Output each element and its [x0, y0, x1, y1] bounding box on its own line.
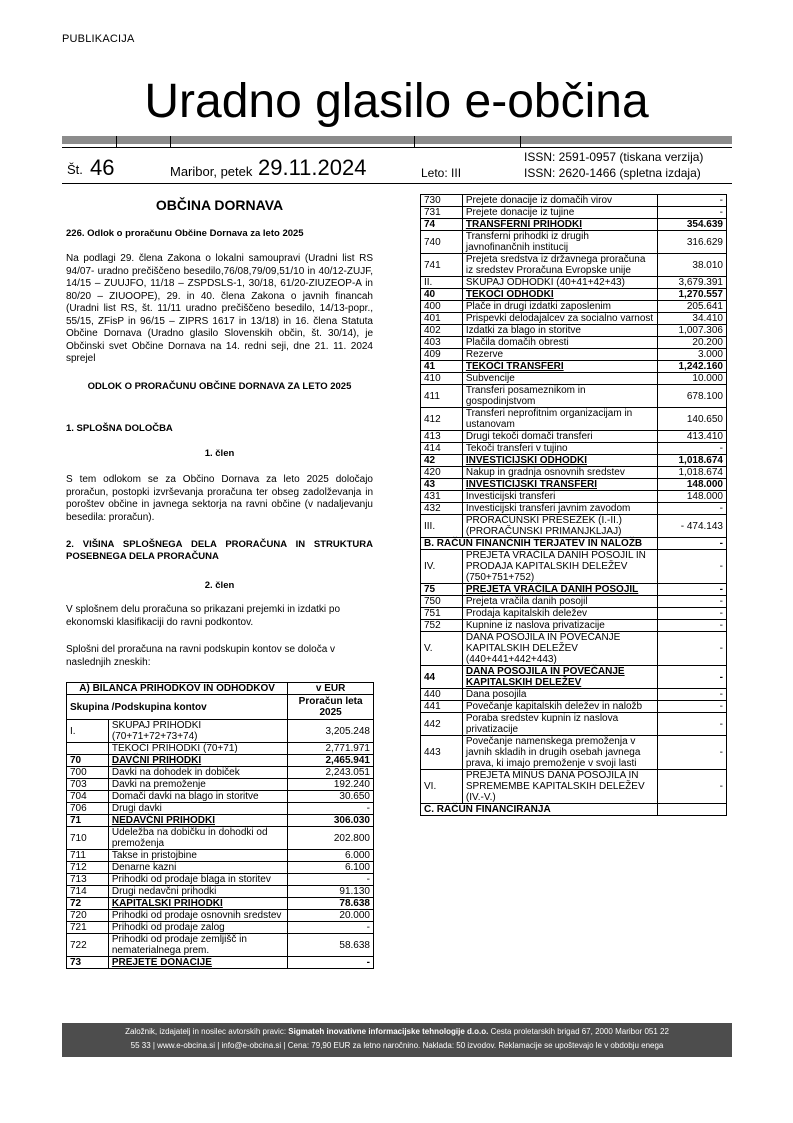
table-row: [67, 874, 374, 886]
account-label: Izdatki za blago in storitve: [462, 325, 657, 337]
account-code: III.: [421, 515, 463, 538]
column-header-group: Skupina /Podskupina kontov: [67, 695, 288, 720]
table-row: [421, 596, 727, 608]
account-value: -: [658, 503, 727, 515]
table-row: [421, 361, 727, 373]
table-header-row: [67, 695, 374, 720]
table-row: [421, 515, 727, 538]
table-row: [67, 886, 374, 898]
account-value: 202.800: [288, 827, 374, 850]
table-row: [421, 385, 727, 408]
account-value: 6.000: [288, 850, 374, 862]
account-label: Prodaja kapitalskih deležev: [462, 608, 657, 620]
divider-tick: [116, 136, 117, 148]
account-value: -: [658, 632, 727, 666]
account-label: Davki na premoženje: [108, 779, 287, 791]
account-label: Rezerve: [462, 349, 657, 361]
account-label: Drugi tekoči domači transferi: [462, 431, 657, 443]
account-value: 354.639: [658, 219, 727, 231]
account-label: Drugi nedavčni prihodki: [108, 886, 287, 898]
account-value: -: [658, 584, 727, 596]
table-row: [421, 713, 727, 736]
table-row: [421, 538, 727, 550]
account-label: Subvencije: [462, 373, 657, 385]
account-label: Poraba sredstev kupnin iz naslova privatizacije: [462, 713, 657, 736]
table-row: [67, 767, 374, 779]
account-value: 20.000: [288, 910, 374, 922]
account-code: 730: [421, 195, 463, 207]
account-value: - 474.143: [658, 515, 727, 538]
account-code: 722: [67, 934, 109, 957]
act-heading: 226. Odlok o proračunu Občine Dornava za leto 2025: [66, 228, 304, 239]
account-label: Udeležba na dobičku in dohodki od premoženja: [108, 827, 287, 850]
table-row: [421, 349, 727, 361]
account-label: PREJETA VRAČILA DANIH POSOJIL IN PRODAJA KAPITALSKIH DELEŽEV (750+751+752): [462, 550, 657, 584]
table-row: [421, 467, 727, 479]
account-label: Prihodki od prodaje blaga in storitev: [108, 874, 287, 886]
account-code: 443: [421, 736, 463, 770]
account-label: Transferi posameznikom in gospodinjstvom: [462, 385, 657, 408]
account-value: -: [658, 550, 727, 584]
account-code: 752: [421, 620, 463, 632]
account-label: TRANSFERNI PRIHODKI: [462, 219, 657, 231]
account-label: Prejeta vračila danih posojil: [462, 596, 657, 608]
account-value: 91.130: [288, 886, 374, 898]
table-row: [67, 743, 374, 755]
account-value: 2,243.051: [288, 767, 374, 779]
account-label: Investicijski transferi: [462, 491, 657, 503]
account-value: 1,242.160: [658, 361, 727, 373]
footer-address: Cesta proletarskih brigad 67, 2000 Maribor 051 22: [490, 1027, 669, 1036]
account-label: Dana posojila: [462, 689, 657, 701]
account-code: 741: [421, 254, 463, 277]
odlok-title: ODLOK O PRORAČUNU OBČINE DORNAVA ZA LETO 2025: [87, 381, 352, 392]
column-header-budget: Proračun leta 2025: [288, 695, 374, 720]
account-value: -: [658, 713, 727, 736]
account-code: 442: [421, 713, 463, 736]
table-row: [67, 862, 374, 874]
table-row: [67, 827, 374, 850]
table-row: [421, 666, 727, 689]
account-value: 205.641: [658, 301, 727, 313]
divider-tick: [414, 136, 415, 148]
account-code: 414: [421, 443, 463, 455]
account-label: SKUPAJ ODHODKI (40+41+42+43): [462, 277, 657, 289]
account-label: DAVČNI PRIHODKI: [108, 755, 287, 767]
account-value: 148.000: [658, 479, 727, 491]
issue-prefix: Št.: [67, 162, 83, 177]
table-row: [421, 313, 727, 325]
account-value: 413.410: [658, 431, 727, 443]
table-row: [421, 503, 727, 515]
table-row: [421, 620, 727, 632]
article-1-heading: 1. člen: [204, 448, 235, 459]
table-row: [421, 254, 727, 277]
account-label: Nakup in gradnja osnovnih sredstev: [462, 467, 657, 479]
account-value: 30.650: [288, 791, 374, 803]
account-label: PREJETA VRAČILA DANIH POSOJIL: [462, 584, 657, 596]
account-label: PREJETA MINUS DANA POSOJILA IN SPREMEMBE KAPITALSKIH DELEŽEV (IV.-V.): [462, 770, 657, 804]
account-code: 401: [421, 313, 463, 325]
account-code: 731: [421, 207, 463, 219]
account-code: 420: [421, 467, 463, 479]
account-code: IV.: [421, 550, 463, 584]
table-row: [67, 779, 374, 791]
account-code: 409: [421, 349, 463, 361]
publication-label: PUBLIKACIJA: [62, 33, 135, 45]
table-row: [67, 910, 374, 922]
account-label: Prejete donacije iz tujine: [462, 207, 657, 219]
table-row: [67, 934, 374, 957]
account-label: Povečanje kapitalskih deležev in naložb: [462, 701, 657, 713]
account-value: 1,270.557: [658, 289, 727, 301]
table-row: [421, 584, 727, 596]
article-1-paragraph: S tem odlokom se za Občino Dornava za leto 2025 določajo proračun, postopki izvrševanja proračuna ter obseg zadolževanja in poroštev občine in javnega sektorja na ravni občine (v nadaljevanju besedila: proračun).: [66, 474, 373, 523]
account-value: -: [658, 596, 727, 608]
account-label: Davki na dohodek in dobiček: [108, 767, 287, 779]
table-row: [67, 922, 374, 934]
account-code: 400: [421, 301, 463, 313]
account-code: 714: [67, 886, 109, 898]
account-code: 41: [421, 361, 463, 373]
account-code: 42: [421, 455, 463, 467]
account-code: 412: [421, 408, 463, 431]
account-label: Drugi davki: [108, 803, 287, 815]
account-label: DANA POSOJILA IN POVEČANJE KAPITALSKIH DELEŽEV: [462, 666, 657, 689]
footer-contact: 55 33 | www.e-obcina.si | info@e-obcina.si | Cena: 79,90 EUR za letno naročnino. Naklada: 50 izvodov. Reklamacije se upoštevajo le v obdobju enega: [130, 1041, 664, 1050]
account-label: Transferi neprofitnim organizacijam in ustanovam: [462, 408, 657, 431]
account-code: 40: [421, 289, 463, 301]
article-2-paragraph-1: V splošnem delu proračuna so prikazani prejemki in izdatki po ekonomski klasifikaciji do ravni podkontov.: [66, 604, 341, 628]
account-label: Plače in drugi izdatki zaposlenim: [462, 301, 657, 313]
account-code: 721: [67, 922, 109, 934]
account-label: Domači davki na blago in storitve: [108, 791, 287, 803]
account-code: I.: [67, 720, 109, 743]
account-code: 740: [421, 231, 463, 254]
publisher-footer: [62, 1023, 732, 1057]
account-code: 703: [67, 779, 109, 791]
section-label: C. RAČUN FINANCIRANJA: [421, 804, 658, 816]
account-value: 10.000: [658, 373, 727, 385]
account-code: 431: [421, 491, 463, 503]
account-value: -: [658, 620, 727, 632]
issn-print: ISSN: 2591-0957 (tiskana verzija): [524, 150, 704, 164]
article-2-paragraph-2: Splošni del proračuna na ravni podskupin kontov se določa v naslednjih zneskih:: [66, 644, 336, 668]
account-code: 432: [421, 503, 463, 515]
table-row: [421, 479, 727, 491]
account-value: -: [658, 736, 727, 770]
account-value: 192.240: [288, 779, 374, 791]
table-row: [421, 195, 727, 207]
account-value: -: [658, 689, 727, 701]
table-row: [421, 550, 727, 584]
table-title-row: [67, 683, 374, 695]
account-label: TEKOČI ODHODKI: [462, 289, 657, 301]
footer-prefix: Založnik, izdajatelj in nosilec avtorskih pravic:: [125, 1027, 287, 1036]
account-value: 2,465.941: [288, 755, 374, 767]
account-code: 706: [67, 803, 109, 815]
account-label: KAPITALSKI PRIHODKI: [108, 898, 287, 910]
account-label: Plačila domačih obresti: [462, 337, 657, 349]
account-label: TEKOČI TRANSFERI: [462, 361, 657, 373]
account-label: Prispevki delodajalcev za socialno varnost: [462, 313, 657, 325]
table-row: [421, 325, 727, 337]
table-unit: v EUR: [288, 683, 374, 695]
account-code: 70: [67, 755, 109, 767]
table-title: A) BILANCA PRIHODKOV IN ODHODKOV: [67, 683, 288, 695]
account-label: SKUPAJ PRIHODKI (70+71+72+73+74): [108, 720, 287, 743]
table-row: [421, 219, 727, 231]
account-label: INVESTICIJSKI TRANSFERI: [462, 479, 657, 491]
account-value: 148.000: [658, 491, 727, 503]
header-rule: [62, 136, 732, 144]
account-code: 410: [421, 373, 463, 385]
table-row: [421, 301, 727, 313]
account-value: 140.650: [658, 408, 727, 431]
account-value: 78.638: [288, 898, 374, 910]
municipality-name: OBČINA DORNAVA: [155, 197, 284, 213]
gazette-title: Uradno glasilo e-občina: [144, 75, 649, 128]
table-row: [421, 455, 727, 467]
section-2-heading: 2. VIŠINA SPLOŠNEGA DELA PRORAČUNA IN STRUKTURA POSEBNEGA DELA PRORAČUNA: [66, 539, 373, 562]
table-row: [67, 755, 374, 767]
table-row: [67, 957, 374, 969]
table-row: [67, 898, 374, 910]
table-row: [67, 720, 374, 743]
account-code: 73: [67, 957, 109, 969]
table-row: [421, 804, 727, 816]
account-value: 2,771.971: [288, 743, 374, 755]
account-value: -: [658, 666, 727, 689]
account-value: -: [658, 701, 727, 713]
account-code: 72: [67, 898, 109, 910]
account-code: VI.: [421, 770, 463, 804]
table-row: [67, 791, 374, 803]
account-value: -: [658, 538, 727, 550]
account-code: 712: [67, 862, 109, 874]
account-label: DANA POSOJILA IN POVEČANJE KAPITALSKIH DELEŽEV (440+441+442+443): [462, 632, 657, 666]
account-code: 75: [421, 584, 463, 596]
account-code: 700: [67, 767, 109, 779]
account-code: 43: [421, 479, 463, 491]
header-bottom-rule: [62, 183, 732, 184]
account-value: -: [658, 770, 727, 804]
account-label: TEKOČI PRIHODKI (70+71): [108, 743, 287, 755]
account-label: Prejete donacije iz domačih virov: [462, 195, 657, 207]
account-code: 402: [421, 325, 463, 337]
account-value: [658, 804, 727, 816]
account-label: NEDAVČNI PRIHODKI: [108, 815, 287, 827]
table-row: [421, 408, 727, 431]
section-label: B. RAČUN FINANČNIH TERJATEV IN NALOŽB: [421, 538, 658, 550]
table-row: [421, 431, 727, 443]
account-value: -: [288, 803, 374, 815]
account-code: II.: [421, 277, 463, 289]
table-row: [421, 289, 727, 301]
balance-table-left: [66, 682, 374, 969]
account-value: -: [658, 443, 727, 455]
account-label: Prihodki od prodaje zalog: [108, 922, 287, 934]
table-row: [421, 373, 727, 385]
table-row: [67, 850, 374, 862]
table-row: [421, 207, 727, 219]
issue-number: 46: [90, 155, 115, 180]
intro-paragraph: Na podlagi 29. člena Zakona o lokalni samoupravi (Uradni list RS 94/07- uradno prečiščeno besedilo,76/08,79/09,51/10 in 40/12-ZUJF, 14/15 – ZUUJFO, 11/18 – ZSPDSLS-1, 30/18, 61/20-ZIUZEOP-A in 80/20 – ZIUOOPE), 29. in 40. člena Zakona o javnih financah (Uradni list RS, št. 11/11 uradno prečiščeno besedilo, 14/13-popr., 55/15, ZFisP in 96/15 – ZIPRS 1617 in 13/18) in 16. člena Statuta Občine Dornava (Uradno glasilo Slovenskih občin, št. 30/14), je Občinski svet Občine Dornava na 14. redni seji, dne 21. 11. 2024 sprejel: [66, 253, 373, 364]
account-code: 750: [421, 596, 463, 608]
account-value: 58.638: [288, 934, 374, 957]
account-code: 704: [67, 791, 109, 803]
table-row: [421, 231, 727, 254]
balance-table-right: [420, 194, 727, 816]
account-code: 751: [421, 608, 463, 620]
account-value: 306.030: [288, 815, 374, 827]
table-row: [421, 491, 727, 503]
table-row: [421, 770, 727, 804]
table-row: [421, 689, 727, 701]
account-value: 34.410: [658, 313, 727, 325]
account-code: 403: [421, 337, 463, 349]
account-value: 1,018.674: [658, 467, 727, 479]
issue-date: 29.11.2024: [258, 155, 367, 180]
account-code: 74: [421, 219, 463, 231]
account-value: 1,018.674: [658, 455, 727, 467]
account-code: 440: [421, 689, 463, 701]
divider-tick: [170, 136, 171, 148]
account-label: PREJETE DONACIJE: [108, 957, 287, 969]
table-row: [421, 337, 727, 349]
account-label: Prejeta sredstva iz državnega proračuna iz sredstev Proračuna Evropske unije: [462, 254, 657, 277]
account-value: 3,679.391: [658, 277, 727, 289]
table-row: [421, 608, 727, 620]
account-code: V.: [421, 632, 463, 666]
account-value: 6.100: [288, 862, 374, 874]
account-code: 713: [67, 874, 109, 886]
account-label: Prihodki od prodaje zemljišč in nematerialnega prem.: [108, 934, 287, 957]
account-value: -: [658, 608, 727, 620]
account-value: 316.629: [658, 231, 727, 254]
account-value: 3.000: [658, 349, 727, 361]
account-code: 44: [421, 666, 463, 689]
account-value: -: [288, 957, 374, 969]
table-row: [67, 803, 374, 815]
account-label: Takse in pristojbine: [108, 850, 287, 862]
account-code: [67, 743, 109, 755]
footer-company: Sigmateh inovativne informacijske tehnologije d.o.o.: [288, 1027, 489, 1036]
account-label: Povečanje namenskega premoženja v javnih skladih in drugih osebah javnega prava, ki imajo premoženje v svoji lasti: [462, 736, 657, 770]
account-value: 20.200: [658, 337, 727, 349]
account-label: PRORAČUNSKI PRESEŽEK (I.-II.) (PRORAČUNSKI PRIMANJKLJAJ): [462, 515, 657, 538]
account-label: Prihodki od prodaje osnovnih sredstev: [108, 910, 287, 922]
account-value: -: [288, 874, 374, 886]
account-code: 710: [67, 827, 109, 850]
account-value: 3,205.248: [288, 720, 374, 743]
header-rule-thin: [62, 147, 732, 148]
account-label: Tekoči transferi v tujino: [462, 443, 657, 455]
issue-place: Maribor, petek: [170, 164, 253, 179]
account-value: -: [658, 195, 727, 207]
issue-year: Leto: III: [421, 166, 462, 180]
table-row: [67, 815, 374, 827]
account-value: 38.010: [658, 254, 727, 277]
account-code: 71: [67, 815, 109, 827]
article-2-heading: 2. člen: [204, 580, 235, 591]
account-value: -: [658, 207, 727, 219]
table-row: [421, 277, 727, 289]
table-row: [421, 632, 727, 666]
account-code: 413: [421, 431, 463, 443]
account-value: 678.100: [658, 385, 727, 408]
account-code: 441: [421, 701, 463, 713]
table-row: [421, 443, 727, 455]
account-label: Transferni prihodki iz drugih javnofinančnih institucij: [462, 231, 657, 254]
section-1-heading: 1. SPLOŠNA DOLOČBA: [66, 423, 173, 434]
account-value: -: [288, 922, 374, 934]
account-code: 711: [67, 850, 109, 862]
table-row: [421, 701, 727, 713]
account-value: 1,007.306: [658, 325, 727, 337]
account-label: Kupnine iz naslova privatizacije: [462, 620, 657, 632]
account-label: Denarne kazni: [108, 862, 287, 874]
issn-online: ISSN: 2620-1466 (spletna izdaja): [524, 166, 701, 180]
account-code: 720: [67, 910, 109, 922]
account-label: INVESTICIJSKI ODHODKI: [462, 455, 657, 467]
account-label: Investicijski transferi javnim zavodom: [462, 503, 657, 515]
divider-tick: [520, 136, 521, 148]
table-row: [421, 736, 727, 770]
account-code: 411: [421, 385, 463, 408]
